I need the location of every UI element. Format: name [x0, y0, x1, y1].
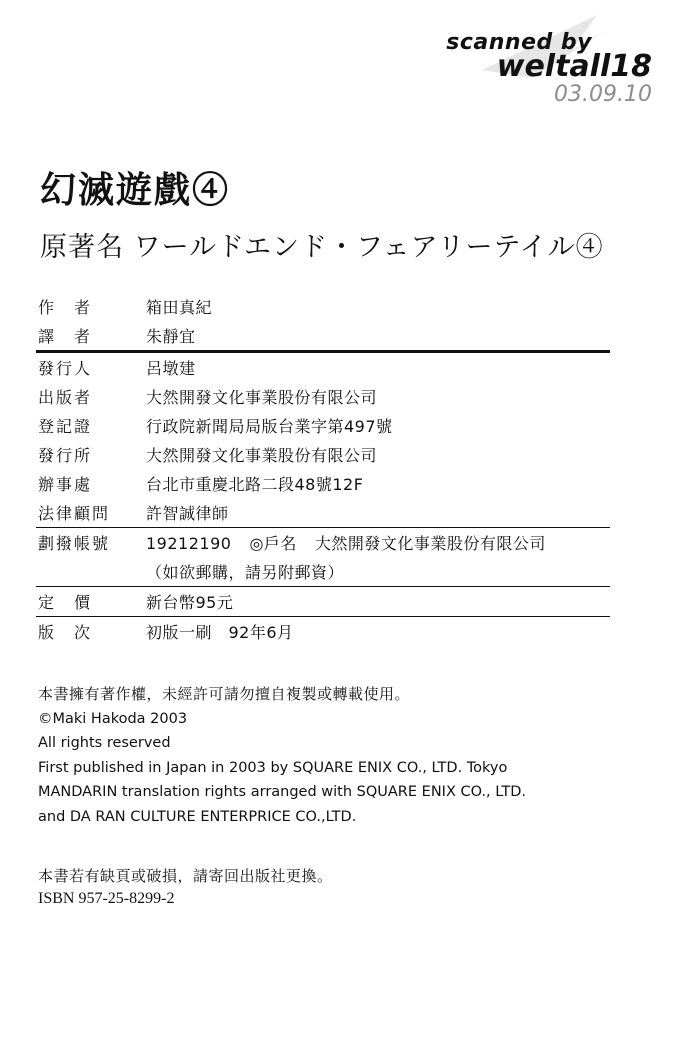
scan-date: 03.09.10	[554, 82, 652, 107]
book-title: 幻滅遊戲④	[40, 169, 231, 211]
registration-value: 行政院新聞局局版台業字第497號	[146, 417, 393, 436]
row-office	[36, 469, 610, 498]
office-value: 台北市重慶北路二段48號12F	[146, 475, 364, 494]
row-postal	[36, 528, 610, 557]
row-author	[36, 292, 610, 321]
edition-value: 初版一刷 92年6月	[146, 623, 294, 642]
publisher-value: 大然開發文化事業股份有限公司	[146, 388, 378, 407]
row-translator	[36, 321, 610, 350]
office-label: 辦事處	[38, 475, 93, 494]
original-title: 原著名 ワールドエンド・フェアリーテイル④	[40, 232, 604, 263]
row-legal	[36, 498, 610, 527]
scanner-credit	[446, 30, 652, 107]
row-publisher	[36, 382, 610, 411]
copyright-notes	[38, 682, 658, 829]
defect-note: 本書若有缺頁或破損，請寄回出版社更換。	[38, 867, 333, 885]
row-postal-note	[36, 557, 610, 586]
translator-value: 朱靜宜	[146, 327, 196, 346]
price-label: 定 價	[38, 593, 93, 612]
issuer-value: 大然開發文化事業股份有限公司	[146, 446, 378, 465]
price-value: 新台幣95元	[146, 593, 234, 612]
scanner-name: weltall18	[496, 49, 652, 84]
translator-label: 譯 者	[38, 327, 93, 346]
registration-label: 登記證	[38, 417, 93, 436]
edition-label: 版 次	[38, 623, 93, 642]
publisher-label: 出版者	[38, 388, 93, 407]
colophon-table	[36, 292, 610, 646]
issuer-label: 發行所	[38, 446, 93, 465]
legal-label: 法律顧問	[38, 504, 111, 523]
copyright-zh: 本書擁有著作權，未經許可請勿擅自複製或轉載使用。	[38, 685, 411, 703]
postal-account-label: ◎戶名	[249, 534, 297, 553]
postal-number: 19212190	[146, 534, 232, 553]
row-registration	[36, 411, 610, 440]
copyright-en: ©Maki Hakoda 2003	[38, 710, 188, 727]
rights-reserved: All rights reserved	[38, 735, 171, 751]
author-value: 箱田真紀	[146, 298, 213, 317]
legal-value: 許智誠律師	[146, 504, 229, 523]
postal-account-name: 大然開發文化事業股份有限公司	[314, 534, 546, 553]
publisher-person-label: 發行人	[38, 359, 93, 378]
first-published: First published in Japan in 2003 by SQUARE ENIX CO., LTD. Tokyo	[38, 759, 508, 776]
row-edition	[36, 617, 610, 646]
isbn: ISBN 957-25-8299-2	[38, 890, 175, 907]
footer	[38, 864, 658, 910]
postal-note: （如欲郵購，請另附郵資）	[146, 563, 345, 582]
row-publisher-person	[36, 353, 610, 382]
row-price	[36, 587, 610, 616]
translation-rights-cont: and DA RAN CULTURE ENTERPRICE CO.,LTD.	[38, 808, 357, 825]
row-issuer	[36, 440, 610, 469]
translation-rights: MANDARIN translation rights arranged with SQUARE ENIX CO., LTD.	[38, 784, 526, 800]
publisher-person-value: 呂墩建	[146, 359, 196, 378]
author-label: 作 者	[38, 298, 93, 317]
scanned-by-text: scanned by	[446, 30, 592, 55]
postal-label: 劃撥帳號	[38, 534, 111, 553]
